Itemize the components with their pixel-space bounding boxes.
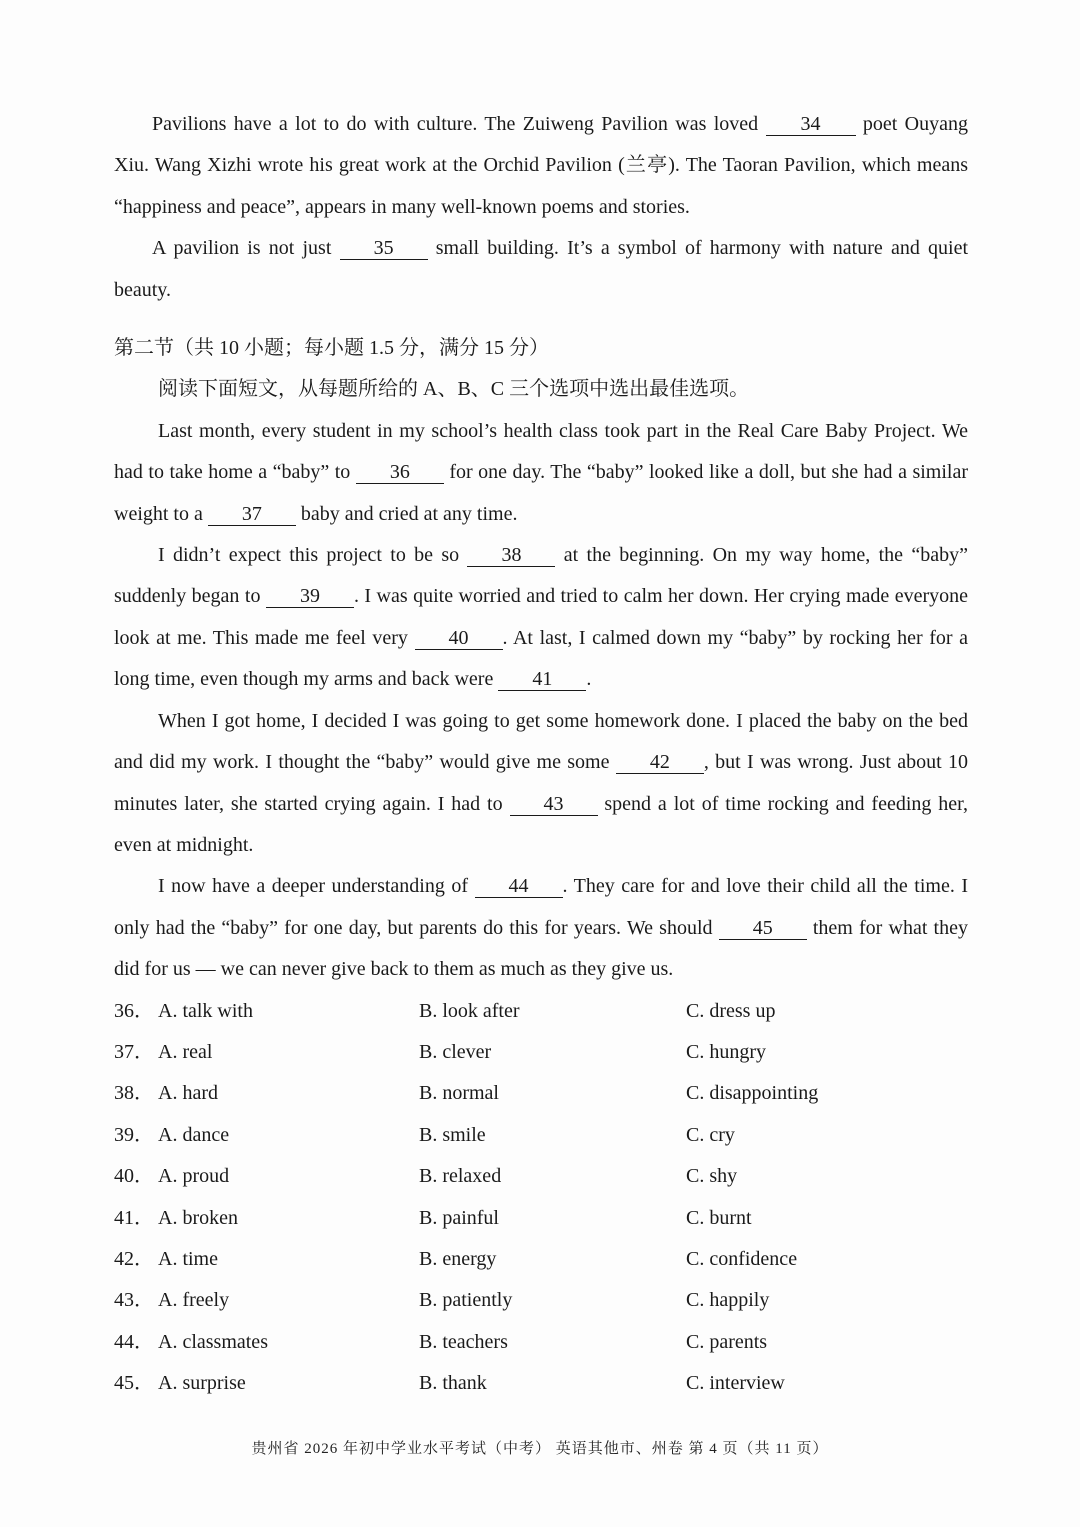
text: baby and cried at any time.	[295, 502, 518, 525]
blank-42: 42	[616, 751, 704, 774]
option-c: C. dress up	[686, 999, 776, 1022]
option-a: A. surprise	[158, 1372, 246, 1395]
text: .	[586, 668, 592, 691]
blank-35: 35	[340, 237, 428, 260]
text: , but I was wrong. Just about 10 minutes later, she started crying again. I had to	[114, 751, 969, 815]
option-c: C. burnt	[686, 1206, 752, 1229]
section-heading: 第二节（共 10 小题；每小题 1.5 分，满分 15 分）	[114, 337, 549, 360]
text: Pavilions have a lot to do with culture. The Zuiweng Pavilion was loved	[152, 113, 766, 135]
section-instruction: 阅读下面短文，从每题所给的 A、B、C 三个选项中选出最佳选项。	[158, 378, 750, 401]
question-number: 41．	[114, 1206, 154, 1229]
blank-45: 45	[719, 917, 807, 940]
text: I now have a deeper understanding of	[158, 875, 475, 898]
option-a: A. classmates	[158, 1330, 268, 1353]
option-b: B. look after	[419, 999, 520, 1022]
option-b: B. teachers	[419, 1330, 508, 1353]
option-b: B. patiently	[419, 1289, 513, 1312]
passage2-paragraph-3	[114, 701, 968, 867]
text: A pavilion is not just	[152, 237, 340, 260]
question-number: 42．	[114, 1247, 154, 1270]
option-c: C. hungry	[686, 1040, 766, 1063]
blank-38: 38	[467, 544, 555, 567]
option-row	[114, 1322, 968, 1363]
option-row	[114, 1032, 968, 1073]
option-c: C. parents	[686, 1330, 768, 1353]
option-c: C. interview	[686, 1372, 785, 1395]
blank-44: 44	[475, 875, 563, 898]
option-row	[114, 1239, 968, 1280]
option-b: B. thank	[419, 1372, 487, 1395]
text: for one day. The “baby” looked like a doll, but she had a similar weight to a	[114, 461, 968, 525]
blank-39: 39	[266, 585, 354, 608]
option-row	[114, 991, 968, 1032]
exam-page	[114, 104, 968, 1405]
text: When I got home, I decided I was going to get some homework done. I placed the baby on the bed and did my work. I thought the “baby” would give me some	[114, 709, 968, 774]
option-b: B. normal	[419, 1082, 499, 1105]
text: Last month, every student in my school’s health class took part in the Real Care Baby Project. We had to take home a “baby” to	[114, 419, 968, 484]
text: them for what they did for us — we can never give back to them as much as they give us.	[114, 916, 968, 981]
passage2-paragraph-1	[114, 411, 968, 535]
option-a: A. proud	[158, 1165, 230, 1188]
option-row	[114, 1156, 968, 1197]
option-b: B. smile	[419, 1123, 486, 1146]
question-number: 40．	[114, 1165, 154, 1188]
page-footer: 贵州省 2026 年初中学业水平考试（中考） 英语其他市、州卷 第 4 页（共 11 页）	[251, 1441, 829, 1457]
option-c: C. happily	[686, 1289, 770, 1312]
text: poet Ouyang Xiu. Wang Xizhi wrote his great work at the Orchid Pavilion (兰亭). The Taoran Pavilion, which means “happiness and peace”, appears in many well-known poems and stories.	[114, 113, 968, 218]
option-row	[114, 1363, 968, 1404]
text: small building. It’s a symbol of harmony with nature and quiet beauty.	[114, 237, 969, 301]
option-a: A. hard	[158, 1082, 218, 1105]
question-number: 45．	[114, 1372, 154, 1395]
passage2-paragraph-2	[114, 535, 968, 701]
option-c: C. shy	[686, 1165, 738, 1188]
option-row	[114, 1198, 968, 1239]
passage1-paragraph-1	[114, 104, 968, 228]
option-a: A. real	[158, 1040, 213, 1063]
option-b: B. painful	[419, 1206, 499, 1229]
option-row	[114, 1073, 968, 1114]
passage2-paragraph-4	[114, 866, 968, 990]
question-number: 38．	[114, 1082, 154, 1105]
blank-41: 41	[498, 668, 586, 691]
option-row	[114, 1115, 968, 1156]
blank-36: 36	[356, 461, 444, 484]
blank-34: 34	[766, 113, 856, 136]
option-a: A. dance	[158, 1123, 230, 1146]
question-number: 44．	[114, 1330, 154, 1353]
option-a: A. talk with	[158, 999, 253, 1022]
option-b: B. clever	[419, 1040, 492, 1063]
text: . They care for and love their child all the time. I only had the “baby” for one day, but parents do this for years. We should	[114, 875, 968, 939]
option-a: A. time	[158, 1247, 218, 1270]
option-c: C. cry	[686, 1123, 735, 1146]
blank-43: 43	[510, 793, 598, 816]
text: . I was quite worried and tried to calm her down. Her crying made everyone look at me. This made me feel very	[114, 585, 969, 649]
blank-40: 40	[415, 627, 503, 650]
question-number: 39．	[114, 1123, 154, 1146]
text: I didn’t expect this project to be so	[158, 544, 468, 567]
passage1-paragraph-2	[114, 228, 968, 311]
option-b: B. energy	[419, 1247, 497, 1270]
option-c: C. disappointing	[686, 1082, 819, 1105]
text: at the beginning. On my way home, the “baby” suddenly began to	[114, 544, 968, 608]
text: spend a lot of time rocking and feeding her, even at midnight.	[114, 792, 968, 856]
option-b: B. relaxed	[419, 1165, 502, 1188]
options-list	[114, 991, 968, 1405]
question-number: 37．	[114, 1040, 154, 1063]
question-number: 43．	[114, 1289, 154, 1312]
option-a: A. freely	[158, 1289, 230, 1312]
option-a: A. broken	[158, 1206, 238, 1229]
blank-37: 37	[208, 503, 296, 526]
text: . At last, I calmed down my “baby” by rocking her for a long time, even though my arms and back were	[114, 626, 968, 691]
option-row	[114, 1280, 968, 1321]
question-number: 36．	[114, 999, 154, 1022]
option-c: C. confidence	[686, 1247, 798, 1270]
